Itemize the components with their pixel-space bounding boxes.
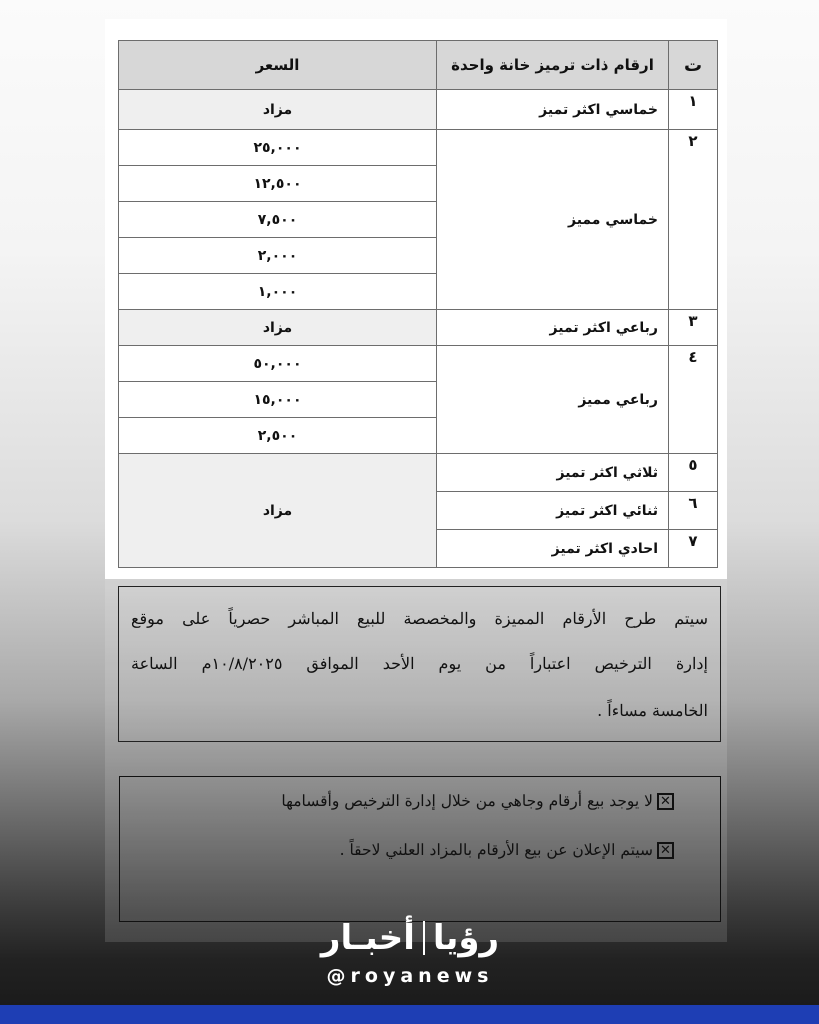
row-price: ١٥,٠٠٠ xyxy=(119,382,437,418)
row-name: رباعي اكثر تميز xyxy=(437,310,669,346)
table-row xyxy=(119,310,718,346)
notice-line: سيتم طرح الأرقام المميزة والمخصصة للبيع المباشر حصرياً على موقع xyxy=(131,609,708,628)
row-name: خماسي اكثر تميز xyxy=(437,90,669,130)
logo-divider xyxy=(423,921,425,955)
row-number: ٤ xyxy=(669,346,718,454)
note-text: لا يوجد بيع أرقام وجاهي من خلال إدارة الترخيص وأقسامها xyxy=(281,792,653,810)
header-name: ارقام ذات ترميز خانة واحدة xyxy=(437,41,669,90)
row-name: رباعي مميز xyxy=(437,346,669,454)
note-item xyxy=(340,841,674,859)
row-price: ٢٥,٠٠٠ xyxy=(119,130,437,166)
row-number: ٥ xyxy=(669,454,718,492)
row-name: احادي اكثر تميز xyxy=(437,530,669,568)
header-price: السعر xyxy=(119,41,437,90)
row-price: ٢,٥٠٠ xyxy=(119,418,437,454)
row-number: ٣ xyxy=(669,310,718,346)
row-name: ثنائي اكثر تميز xyxy=(437,492,669,530)
roya-news-logo xyxy=(310,915,510,960)
row-price: ٢,٠٠٠ xyxy=(119,238,437,274)
checkbox-x-icon: ✕ xyxy=(657,793,674,810)
row-price: مزاد xyxy=(119,310,437,346)
header-number: ت xyxy=(669,41,718,90)
row-number: ٧ xyxy=(669,530,718,568)
row-name: خماسي مميز xyxy=(437,130,669,310)
row-price: ١٢,٥٠٠ xyxy=(119,166,437,202)
row-price: ٧,٥٠٠ xyxy=(119,202,437,238)
notice-line: إدارة الترخيص اعتباراً من يوم الأحد الموافق ١٠/٨/٢٠٢٥م الساعة xyxy=(131,654,708,673)
notice-box xyxy=(118,586,721,742)
social-handle: @royanews xyxy=(326,965,494,987)
table-row xyxy=(119,90,718,130)
row-number: ٦ xyxy=(669,492,718,530)
checkbox-x-icon: ✕ xyxy=(657,842,674,859)
price-table xyxy=(118,40,718,568)
brand-bar xyxy=(0,1005,819,1024)
logo-roya: رؤيا xyxy=(432,917,500,958)
merged-price: مزاد xyxy=(119,454,437,568)
note-text: سيتم الإعلان عن بيع الأرقام بالمزاد العلني لاحقاً . xyxy=(339,841,653,859)
note-item xyxy=(281,792,674,810)
table-row xyxy=(119,130,718,166)
row-price: ١,٠٠٠ xyxy=(119,274,437,310)
table-row xyxy=(119,454,718,492)
table-row xyxy=(119,346,718,382)
table-header-row xyxy=(119,41,718,90)
row-number: ١ xyxy=(669,90,718,130)
row-number: ٢ xyxy=(669,130,718,310)
row-name: ثلاثي اكثر تميز xyxy=(437,454,669,492)
row-price: ٥٠,٠٠٠ xyxy=(119,346,437,382)
notes-box xyxy=(119,776,721,922)
notice-line: الخامسة مساءاً . xyxy=(597,701,708,720)
logo-akhbar: أخبـار xyxy=(320,917,415,958)
row-price: مزاد xyxy=(119,90,437,130)
